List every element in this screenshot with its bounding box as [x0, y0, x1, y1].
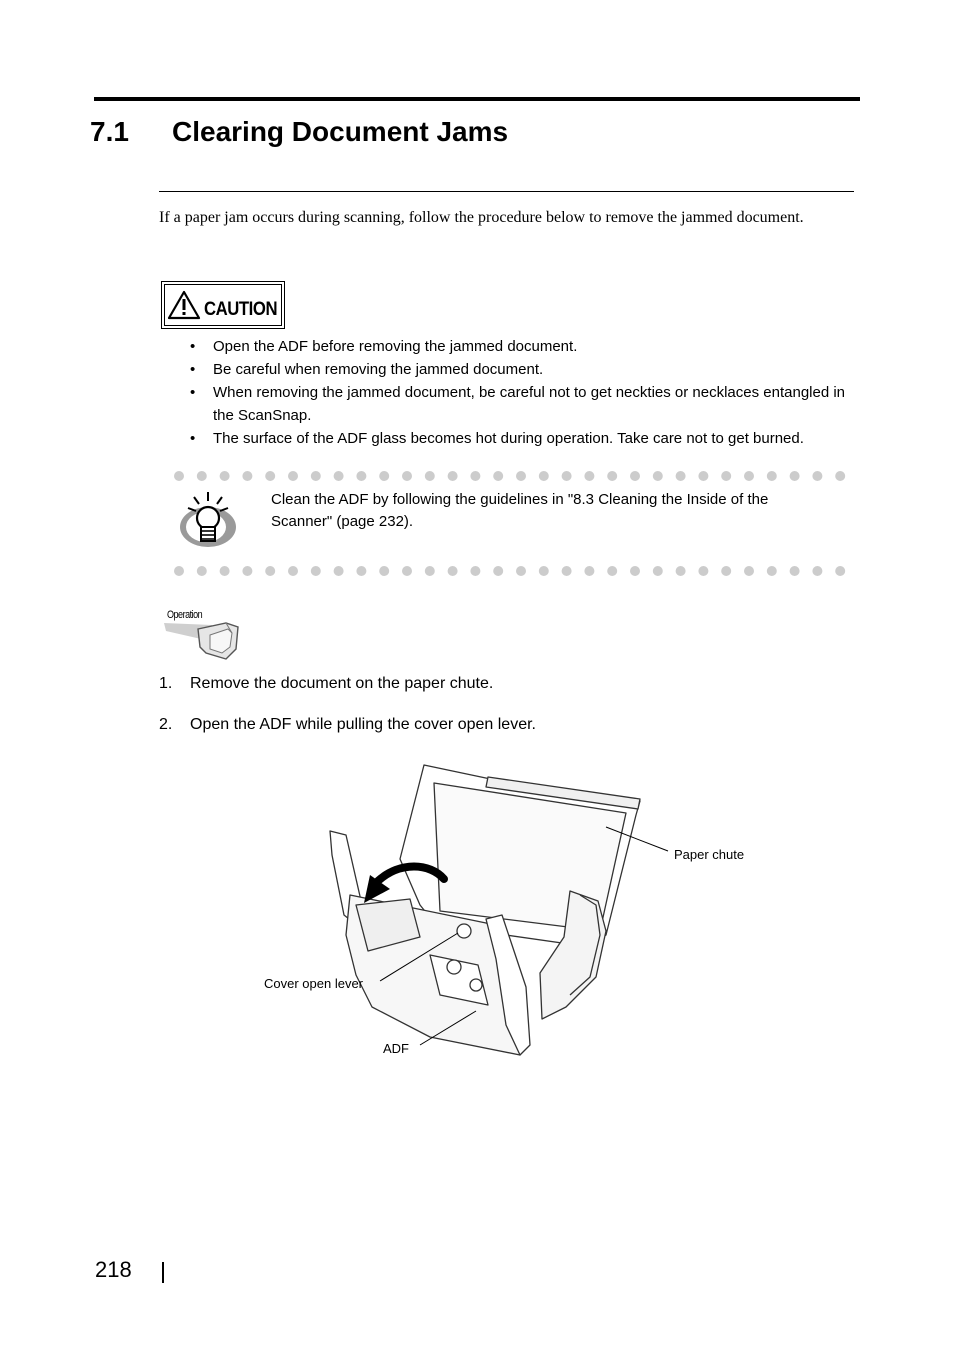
step-text: Open the ADF while pulling the cover open lever. [190, 716, 536, 733]
divider-dot [539, 566, 549, 576]
divider-dot [334, 566, 344, 576]
divider-dot [493, 566, 503, 576]
divider-dot [607, 471, 617, 481]
divider-dot [607, 566, 617, 576]
divider-dot [356, 566, 366, 576]
hint-dotted-divider-top [170, 470, 850, 482]
divider-dot [676, 566, 686, 576]
divider-dot [402, 471, 412, 481]
section-divider [159, 191, 854, 192]
step-1 [159, 675, 493, 693]
step-number: 1. [159, 675, 173, 692]
divider-dot [653, 471, 663, 481]
divider-dot [539, 471, 549, 481]
divider-dot [698, 566, 708, 576]
page-number: 218 [95, 1257, 132, 1282]
divider-dot [174, 566, 184, 576]
divider-dot [721, 566, 731, 576]
caution-badge [161, 281, 285, 329]
divider-dot [448, 566, 458, 576]
caution-item: • Open the ADF before removing the jammed document. [190, 335, 860, 358]
caution-item: • Be careful when removing the jammed document. [190, 358, 860, 381]
divider-dot [265, 566, 275, 576]
divider-dot [630, 566, 640, 576]
divider-dot [288, 566, 298, 576]
divider-dot [242, 566, 252, 576]
divider-dot [197, 471, 207, 481]
divider-dot [698, 471, 708, 481]
divider-dot [425, 566, 435, 576]
divider-dot [653, 566, 663, 576]
step-text: Remove the document on the paper chute. [190, 675, 494, 692]
scanner-illustration [250, 755, 690, 1075]
divider-dot [448, 471, 458, 481]
top-rule [94, 97, 860, 101]
divider-dot [516, 566, 526, 576]
divider-dot [379, 566, 389, 576]
section-number: 7.1 [90, 116, 129, 147]
hint-dotted-divider-bottom [170, 565, 850, 577]
divider-dot [562, 566, 572, 576]
operation-badge [162, 607, 244, 663]
divider-dot [311, 471, 321, 481]
divider-dot [402, 566, 412, 576]
callout-paper-chute: Paper chute [674, 847, 745, 862]
divider-dot [744, 566, 754, 576]
divider-dot [562, 471, 572, 481]
divider-dot [493, 471, 503, 481]
divider-dot [470, 566, 480, 576]
divider-dot [242, 471, 252, 481]
divider-dot [584, 471, 594, 481]
divider-dot [721, 471, 731, 481]
lightbulb-icon [176, 491, 240, 551]
divider-dot [197, 566, 207, 576]
divider-dot [288, 471, 298, 481]
operation-label: Operation [167, 609, 203, 621]
divider-dot [379, 471, 389, 481]
page-number-bar [162, 1262, 164, 1283]
step-2 [159, 716, 536, 734]
divider-dot [767, 471, 777, 481]
divider-dot [812, 566, 822, 576]
divider-dot [516, 471, 526, 481]
divider-dot [676, 471, 686, 481]
cover-open-lever [457, 924, 471, 938]
divider-dot [265, 471, 275, 481]
divider-dot [767, 566, 777, 576]
divider-dot [835, 471, 845, 481]
divider-dot [334, 471, 344, 481]
divider-dot [470, 471, 480, 481]
step-number: 2. [159, 716, 173, 733]
callout-adf: ADF [383, 1041, 409, 1056]
caution-list [190, 335, 860, 450]
divider-dot [630, 471, 640, 481]
divider-dot [220, 566, 230, 576]
caution-item: • When removing the jammed document, be careful not to get neckties or necklaces entangled in the ScanSnap. [190, 381, 860, 427]
hint-text: Clean the ADF by following the guidelines in "8.3 Cleaning the Inside of the Scanner" (page 232). [271, 491, 769, 530]
section-title: Clearing Document Jams [172, 116, 509, 147]
divider-dot [812, 471, 822, 481]
divider-dot [790, 566, 800, 576]
divider-dot [835, 566, 845, 576]
divider-dot [356, 471, 366, 481]
caution-item: • The surface of the ADF glass becomes hot during operation. Take care not to get burned. [190, 427, 860, 450]
divider-dot [311, 566, 321, 576]
divider-dot [790, 471, 800, 481]
callout-cover-open-lever: Cover open lever [264, 976, 363, 991]
divider-dot [744, 471, 754, 481]
intro-paragraph: If a paper jam occurs during scanning, follow the procedure below to remove the jammed document. [159, 209, 804, 226]
divider-dot [425, 471, 435, 481]
divider-dot [174, 471, 184, 481]
caution-label: CAUTION [204, 299, 278, 320]
divider-dot [584, 566, 594, 576]
divider-dot [220, 471, 230, 481]
warning-icon [167, 290, 201, 320]
